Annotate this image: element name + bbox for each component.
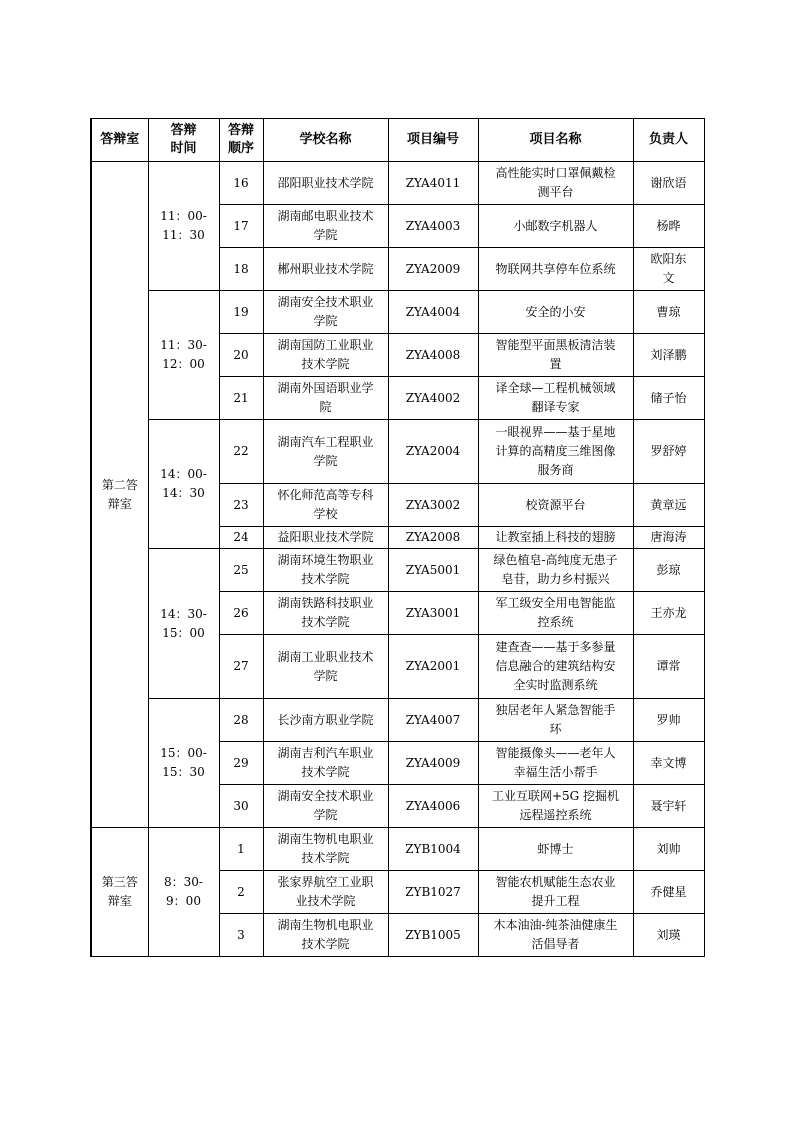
header-row: [91, 119, 704, 162]
order-cell: 24: [219, 527, 263, 549]
room-name: 第三答 辩室: [91, 828, 148, 957]
leader-cell: 储子怡: [633, 377, 704, 420]
leader-cell: 曹琼: [633, 291, 704, 334]
project-cell: 小邮数字机器人: [478, 205, 633, 248]
leader-cell: 刘帅: [633, 828, 704, 871]
order-cell: 3: [219, 914, 263, 957]
project-cell: 独居老年人紧急智能手 环: [478, 699, 633, 742]
order-cell: 27: [219, 635, 263, 699]
leader-cell: 罗帅: [633, 699, 704, 742]
project-cell: 建查查——基于多参量 信息融合的建筑结构安 全实时监测系统: [478, 635, 633, 699]
project-cell: 安全的小安: [478, 291, 633, 334]
project-cell: 智能型平面黑板清洁装 置: [478, 334, 633, 377]
table-row: [91, 699, 704, 742]
leader-cell: 刘泽鹏: [633, 334, 704, 377]
school-cell: 湖南吉利汽车职业 技术学院: [263, 742, 388, 785]
code-cell: ZYA4006: [388, 785, 478, 828]
school-cell: 湖南邮电职业技术 学院: [263, 205, 388, 248]
table-row: [91, 162, 704, 205]
project-cell: 一眼视界——基于星地 计算的高精度三维图像 服务商: [478, 420, 633, 484]
code-cell: ZYA4009: [388, 742, 478, 785]
header-room: 答辩室: [91, 119, 148, 162]
school-cell: 湖南生物机电职业 技术学院: [263, 828, 388, 871]
project-cell: 译全球—工程机械领域 翻译专家: [478, 377, 633, 420]
school-cell: 益阳职业技术学院: [263, 527, 388, 549]
schedule-body: [91, 162, 704, 957]
leader-cell: 刘瑛: [633, 914, 704, 957]
time-slot: 15：00- 15：30: [148, 699, 219, 828]
time-slot: 11：00- 11：30: [148, 162, 219, 291]
table-row: [91, 828, 704, 871]
header-code: 项目编号: [388, 119, 478, 162]
project-cell: 智能摄像头——老年人 幸福生活小帮手: [478, 742, 633, 785]
school-cell: 长沙南方职业学院: [263, 699, 388, 742]
order-cell: 30: [219, 785, 263, 828]
room-name: 第二答 辩室: [91, 162, 148, 828]
school-cell: 湖南环境生物职业 技术学院: [263, 549, 388, 592]
order-cell: 18: [219, 248, 263, 291]
leader-cell: 黄章远: [633, 484, 704, 527]
school-cell: 湖南安全技术职业 学院: [263, 785, 388, 828]
code-cell: ZYA4003: [388, 205, 478, 248]
school-cell: 湖南工业职业技术 学院: [263, 635, 388, 699]
code-cell: ZYA2009: [388, 248, 478, 291]
leader-cell: 幸文博: [633, 742, 704, 785]
table-row: [91, 549, 704, 592]
code-cell: ZYA3002: [388, 484, 478, 527]
order-cell: 23: [219, 484, 263, 527]
order-cell: 1: [219, 828, 263, 871]
order-cell: 19: [219, 291, 263, 334]
order-cell: 2: [219, 871, 263, 914]
code-cell: ZYA4008: [388, 334, 478, 377]
code-cell: ZYA2001: [388, 635, 478, 699]
code-cell: ZYA4002: [388, 377, 478, 420]
school-cell: 湖南铁路科技职业 技术学院: [263, 592, 388, 635]
order-cell: 25: [219, 549, 263, 592]
order-cell: 26: [219, 592, 263, 635]
code-cell: ZYA3001: [388, 592, 478, 635]
order-cell: 17: [219, 205, 263, 248]
order-cell: 16: [219, 162, 263, 205]
project-cell: 让教室插上科技的翅膀: [478, 527, 633, 549]
time-slot: 8：30- 9：00: [148, 828, 219, 957]
leader-cell: 唐海涛: [633, 527, 704, 549]
code-cell: ZYA4011: [388, 162, 478, 205]
header-project: 项目名称: [478, 119, 633, 162]
project-cell: 高性能实时口罩佩戴检 测平台: [478, 162, 633, 205]
order-cell: 20: [219, 334, 263, 377]
project-cell: 木本油油-纯茶油健康生 活倡导者: [478, 914, 633, 957]
school-cell: 湖南汽车工程职业 学院: [263, 420, 388, 484]
leader-cell: 谢欣语: [633, 162, 704, 205]
project-cell: 工业互联网+5G 挖掘机 远程遥控系统: [478, 785, 633, 828]
leader-cell: 罗舒婷: [633, 420, 704, 484]
order-cell: 28: [219, 699, 263, 742]
project-cell: 军工级安全用电智能监 控系统: [478, 592, 633, 635]
table-row: [91, 291, 704, 334]
code-cell: ZYA5001: [388, 549, 478, 592]
header-school: 学校名称: [263, 119, 388, 162]
leader-cell: 王亦龙: [633, 592, 704, 635]
time-slot: 14：30- 15：00: [148, 549, 219, 699]
code-cell: ZYA4007: [388, 699, 478, 742]
school-cell: 怀化师范高等专科 学校: [263, 484, 388, 527]
school-cell: 湖南外国语职业学 院: [263, 377, 388, 420]
code-cell: ZYB1004: [388, 828, 478, 871]
code-cell: ZYA4004: [388, 291, 478, 334]
leader-cell: 聂宇轩: [633, 785, 704, 828]
code-cell: ZYB1027: [388, 871, 478, 914]
header-time: 答辩 时间: [148, 119, 219, 162]
order-cell: 22: [219, 420, 263, 484]
leader-cell: 乔健星: [633, 871, 704, 914]
leader-cell: 谭常: [633, 635, 704, 699]
project-cell: 物联网共享停车位系统: [478, 248, 633, 291]
order-cell: 29: [219, 742, 263, 785]
school-cell: 湖南国防工业职业 技术学院: [263, 334, 388, 377]
project-cell: 智能农机赋能生态农业 提升工程: [478, 871, 633, 914]
project-cell: 虾博士: [478, 828, 633, 871]
time-slot: 14：00- 14：30: [148, 420, 219, 549]
school-cell: 张家界航空工业职 业技术学院: [263, 871, 388, 914]
school-cell: 邵阳职业技术学院: [263, 162, 388, 205]
school-cell: 湖南安全技术职业 学院: [263, 291, 388, 334]
leader-cell: 欧阳东 文: [633, 248, 704, 291]
order-cell: 21: [219, 377, 263, 420]
leader-cell: 杨晔: [633, 205, 704, 248]
leader-cell: 彭琼: [633, 549, 704, 592]
project-cell: 校资源平台: [478, 484, 633, 527]
time-slot: 11：30- 12：00: [148, 291, 219, 420]
school-cell: 郴州职业技术学院: [263, 248, 388, 291]
table-row: [91, 420, 704, 484]
code-cell: ZYA2004: [388, 420, 478, 484]
project-cell: 绿色植皂-高纯度无患子 皂苷，助力乡村振兴: [478, 549, 633, 592]
defense-schedule-table: [90, 118, 705, 957]
header-order: 答辩 顺序: [219, 119, 263, 162]
header-leader: 负责人: [633, 119, 704, 162]
code-cell: ZYB1005: [388, 914, 478, 957]
code-cell: ZYA2008: [388, 527, 478, 549]
school-cell: 湖南生物机电职业 技术学院: [263, 914, 388, 957]
